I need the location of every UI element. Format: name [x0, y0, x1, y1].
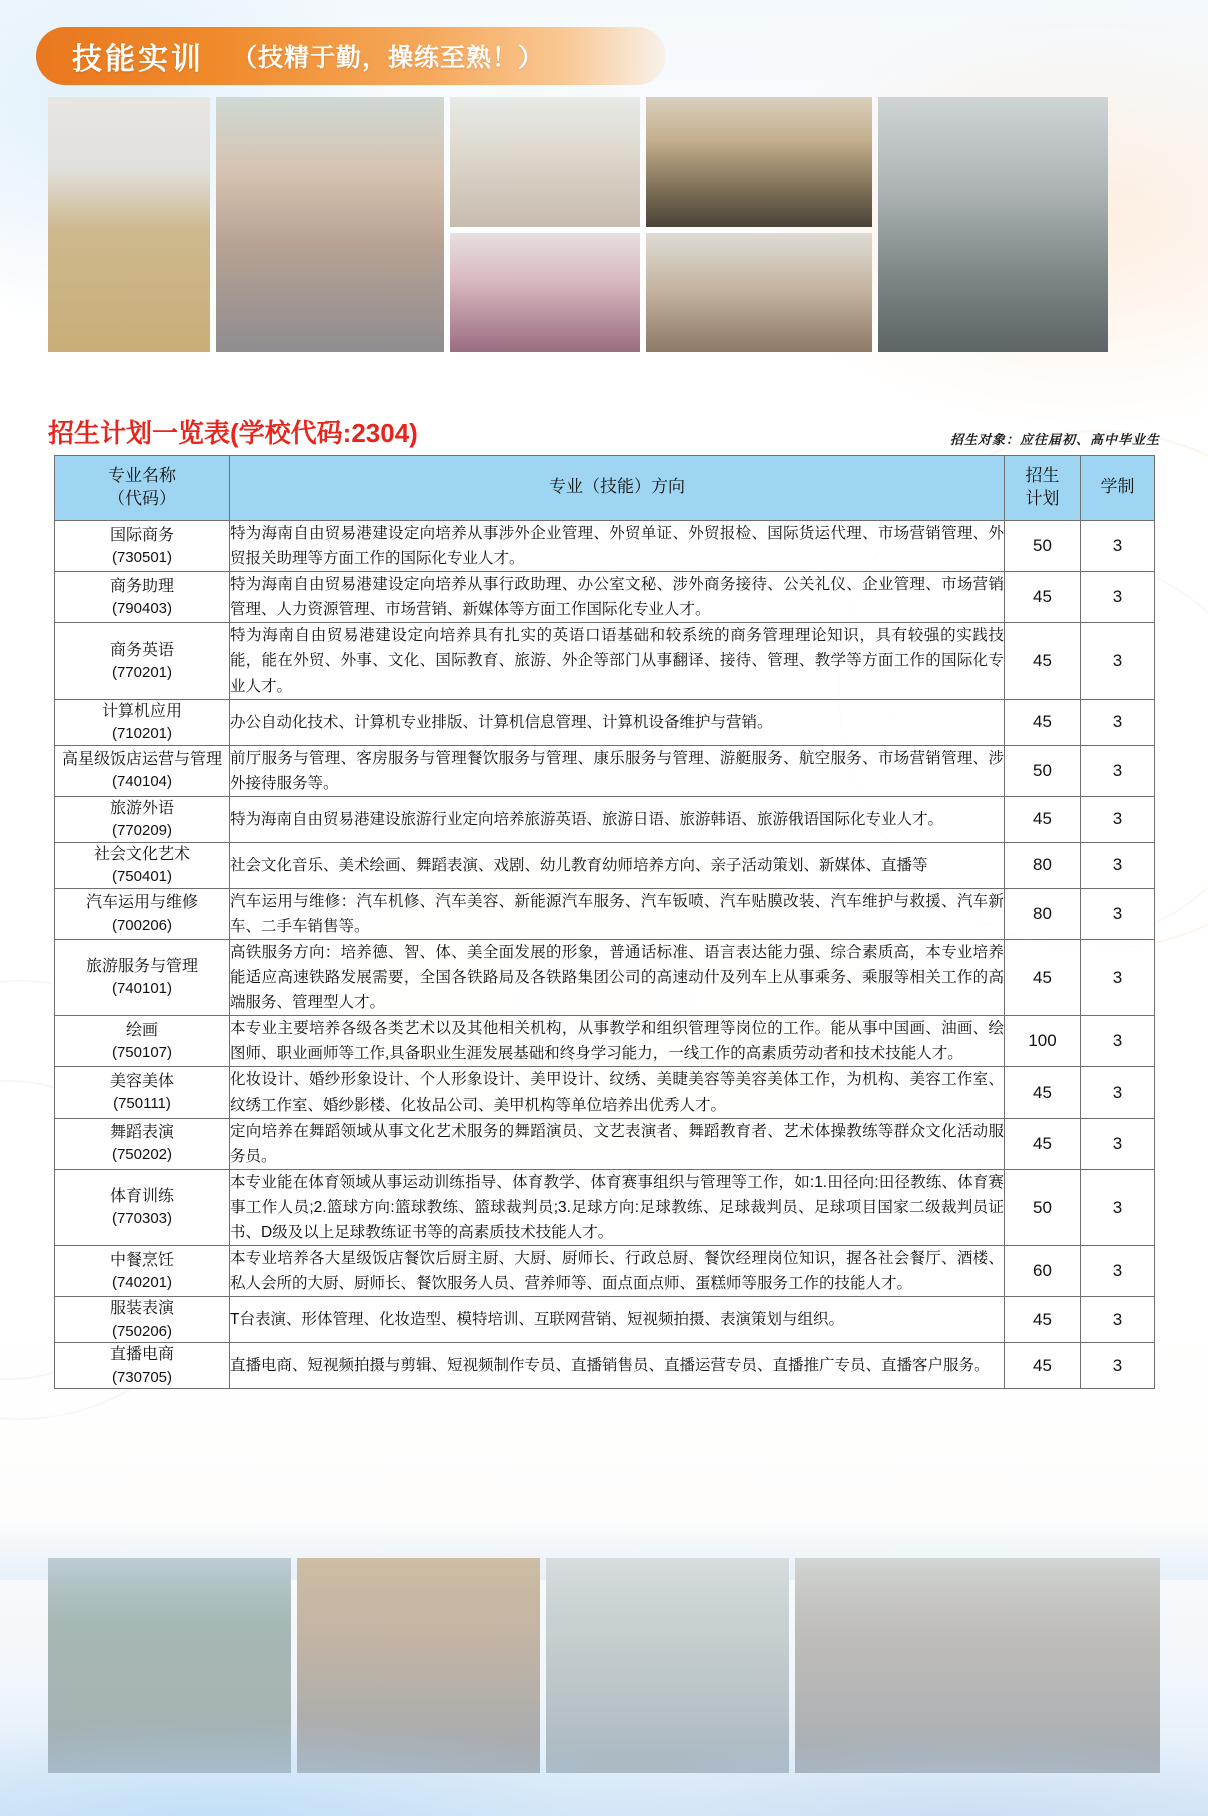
major-name-text: 中餐烹饪 [109, 1251, 174, 1269]
table-row [55, 1246, 1155, 1297]
major-code-text: (770303) [111, 1210, 173, 1228]
cell-major-name [55, 572, 230, 623]
header-major-name [55, 456, 230, 521]
cell-study-length: 3 [1081, 796, 1155, 842]
cell-enrollment-plan: 45 [1005, 623, 1081, 699]
table-row [55, 888, 1155, 939]
major-name-text: 汽车运用与维修 [85, 894, 198, 912]
cell-study-length: 3 [1081, 1067, 1155, 1118]
cell-study-length: 3 [1081, 572, 1155, 623]
table-row [55, 1169, 1155, 1245]
computer-lab-photo [546, 1558, 789, 1773]
classroom-training-photo [48, 97, 210, 352]
table-row [55, 1297, 1155, 1343]
page-title: 招生计划一览表(学校代码:2304) [48, 418, 418, 448]
cell-enrollment-plan: 45 [1005, 939, 1081, 1015]
beauty-treatment-photo [450, 233, 640, 352]
cell-major-name [55, 745, 230, 796]
header-plan-line1: 招生 [1025, 466, 1060, 485]
cell-enrollment-plan: 50 [1005, 1169, 1081, 1245]
cell-enrollment-plan: 45 [1005, 572, 1081, 623]
major-name-text: 计算机应用 [101, 702, 182, 720]
cell-major-name [55, 796, 230, 842]
cell-study-length: 3 [1081, 1016, 1155, 1067]
etiquette-training-photo [297, 1558, 540, 1773]
cell-major-name [55, 842, 230, 888]
cell-major-name [55, 1067, 230, 1118]
tea-ceremony-photo [646, 97, 872, 227]
cell-study-length: 3 [1081, 1297, 1155, 1343]
table-row [55, 939, 1155, 1015]
cell-direction: 特为海南自由贸易港建设定向培养从事行政助理、办公室文秘、涉外商务接待、公关礼仪、企业管理、市场营销管理、人力资源管理、市场营销、新媒体等方面工作国际化专业人才。 [230, 572, 1005, 623]
cell-enrollment-plan: 45 [1005, 1067, 1081, 1118]
major-code-text: (740104) [111, 773, 173, 791]
cell-study-length: 3 [1081, 520, 1155, 571]
cell-enrollment-plan: 80 [1005, 888, 1081, 939]
cell-enrollment-plan: 100 [1005, 1016, 1081, 1067]
cell-direction: 汽车运用与维修：汽车机修、汽车美容、新能源汽车服务、汽车钣喷、汽车贴膜改装、汽车维护与救援、汽车新车、二手车销售等。 [230, 888, 1005, 939]
major-name-text: 社会文化艺术 [93, 845, 190, 863]
cell-direction: 特为海南自由贸易港建设旅游行业定向培养旅游英语、旅游日语、旅游韩语、旅游俄语国际化专业人才。 [230, 796, 1005, 842]
major-code-text: (710201) [111, 724, 173, 742]
table-row [55, 520, 1155, 571]
banner-subtitle: （技精于勤，操练至熟！） [232, 44, 545, 72]
cell-major-name [55, 888, 230, 939]
cell-direction: 本专业培养各大星级饭店餐饮后厨主厨、大厨、厨师长、行政总厨、餐饮经理岗位知识，握各社会餐厅、酒楼、私人会所的大厨、厨师长、餐饮服务人员、营养师等、面点面点师、蛋糕师等服务工作的技能人才。 [230, 1246, 1005, 1297]
cell-enrollment-plan: 45 [1005, 699, 1081, 745]
major-name-text: 绘画 [125, 1021, 158, 1039]
table-row [55, 623, 1155, 699]
cell-direction: 特为海南自由贸易港建设定向培养具有扎实的英语口语基础和较系统的商务管理理论知识，具有较强的实践技能，能在外贸、外事、文化、国际教育、旅游、外企等部门从事翻译、接待、管理、教学等方面工作的国际化专业人才。 [230, 623, 1005, 699]
cell-enrollment-plan: 60 [1005, 1246, 1081, 1297]
major-code-text: (700206) [111, 916, 173, 934]
cell-major-name [55, 1343, 230, 1389]
header-major-name-line1: 专业名称 [108, 466, 176, 485]
top-photo-collage [48, 97, 1160, 352]
banner-title: 技能实训 [72, 43, 204, 76]
cell-direction: 本专业能在体育领域从事运动训练指导、体育教学、体育赛事组织与管理等工作，如:1.田径向:田径教练、体育赛事工作人员;2.篮球方向:篮球教练、篮球裁判员;3.足球方向:足球教练、足球裁判员、足球项目国家二级裁判员证书、D级及以上足球教练证书等的高素质技术技能人才。 [230, 1169, 1005, 1245]
cell-major-name [55, 623, 230, 699]
cell-study-length: 3 [1081, 699, 1155, 745]
culinary-training-photo [48, 1558, 291, 1773]
cell-enrollment-plan: 50 [1005, 745, 1081, 796]
header-plan [1005, 456, 1081, 521]
cell-study-length: 3 [1081, 623, 1155, 699]
major-name-text: 体育训练 [109, 1188, 174, 1206]
major-code-text: (740201) [111, 1274, 173, 1292]
cell-study-length: 3 [1081, 842, 1155, 888]
major-code-text: (740101) [111, 980, 173, 998]
cell-major-name [55, 1016, 230, 1067]
cell-direction: 办公自动化技术、计算机专业排版、计算机信息管理、计算机设备维护与营销。 [230, 699, 1005, 745]
cell-enrollment-plan: 45 [1005, 1118, 1081, 1169]
major-name-text: 旅游外语 [109, 799, 174, 817]
major-code-text: (790403) [111, 599, 173, 617]
header-direction: 专业（技能）方向 [230, 456, 1005, 521]
cell-major-name [55, 1246, 230, 1297]
table-row [55, 1118, 1155, 1169]
major-name-text: 高星级饭店运营与管理 [61, 751, 222, 769]
cell-direction: 特为海南自由贸易港建设定向培养从事涉外企业管理、外贸单证、外贸报检、国际货运代理、市场营销管理、外贸报关助理等方面工作的国际化专业人才。 [230, 520, 1005, 571]
table-row [55, 1343, 1155, 1389]
table-row [55, 572, 1155, 623]
cell-direction: 本专业主要培养各级各类艺术以及其他相关机构，从事教学和组织管理等岗位的工作。能从事中国画、油画、绘图师、职业画师等工作,具备职业生涯发展基础和终身学习能力，一线工作的高素质劳动者和技术技能人才。 [230, 1016, 1005, 1067]
cell-study-length: 3 [1081, 1118, 1155, 1169]
table-row [55, 796, 1155, 842]
auto-repair-training-photo [795, 1558, 1160, 1773]
header-major-name-line2: （代码） [108, 488, 176, 508]
major-code-text: (770209) [111, 821, 173, 839]
cell-major-name [55, 520, 230, 571]
cell-enrollment-plan: 50 [1005, 520, 1081, 571]
major-name-text: 商务英语 [109, 641, 174, 659]
cell-direction: 直播电商、短视频拍摄与剪辑、短视频制作专员、直播销售员、直播运营专员、直播推广专员、直播客户服务。 [230, 1343, 1005, 1389]
cell-enrollment-plan: 45 [1005, 796, 1081, 842]
major-code-text: (770201) [111, 663, 173, 681]
cell-study-length: 3 [1081, 1169, 1155, 1245]
table-row [55, 745, 1155, 796]
cell-direction: 社会文化音乐、美术绘画、舞蹈表演、戏剧、幼儿教育幼师培养方向、亲子活动策划、新媒体、直播等 [230, 842, 1005, 888]
major-name-text: 商务助理 [109, 577, 174, 595]
major-name-text: 美容美体 [109, 1073, 174, 1091]
section-banner [36, 27, 666, 85]
cell-direction: 前厅服务与管理、客房服务与管理餐饮服务与管理、康乐服务与管理、游艇服务、航空服务、市场营销管理、涉外接待服务等。 [230, 745, 1005, 796]
nursing-practice-photo [646, 233, 872, 352]
major-name-text: 直播电商 [109, 1346, 174, 1364]
hairdressing-training-photo [216, 97, 444, 352]
major-code-text: (750202) [111, 1146, 173, 1164]
table-row [55, 699, 1155, 745]
cell-enrollment-plan: 80 [1005, 842, 1081, 888]
major-code-text: (730501) [111, 548, 173, 566]
cell-study-length: 3 [1081, 939, 1155, 1015]
major-code-text: (730705) [111, 1368, 173, 1386]
outdoor-training-photo [878, 97, 1108, 352]
cell-study-length: 3 [1081, 745, 1155, 796]
bottom-photo-collage [48, 1558, 1160, 1773]
major-code-text: (750206) [111, 1322, 173, 1340]
cell-study-length: 3 [1081, 1246, 1155, 1297]
table-row [55, 1016, 1155, 1067]
cell-major-name [55, 939, 230, 1015]
table-row [55, 842, 1155, 888]
major-code-text: (750401) [111, 867, 173, 885]
cell-direction: 化妆设计、婚纱形象设计、个人形象设计、美甲设计、纹绣、美睫美容等美容美体工作，为机构、美容工作室、纹绣工作室、婚纱影楼、化妆品公司、美甲机构等单位培养出优秀人才。 [230, 1067, 1005, 1118]
major-code-text: (750111) [113, 1095, 171, 1113]
major-name-text: 国际商务 [109, 526, 174, 544]
cell-major-name [55, 699, 230, 745]
cell-major-name [55, 1118, 230, 1169]
table-header-row [55, 456, 1155, 521]
table-row [55, 1067, 1155, 1118]
cell-major-name [55, 1297, 230, 1343]
table-body [55, 520, 1155, 1388]
major-name-text: 舞蹈表演 [109, 1124, 174, 1142]
header-length: 学制 [1081, 456, 1155, 521]
cell-direction: 高铁服务方向：培养德、智、体、美全面发展的形象，普通话标准、语言表达能力强、综合素质高，本专业培养能适应高速铁路发展需要，全国各铁路局及各铁路集团公司的高速动什及列车上从事乘务、乘服等相关工作的高端服务、管理型人才。 [230, 939, 1005, 1015]
cell-study-length: 3 [1081, 888, 1155, 939]
cell-major-name [55, 1169, 230, 1245]
cell-study-length: 3 [1081, 1343, 1155, 1389]
header-plan-line2: 计划 [1025, 488, 1060, 508]
enrollment-plan-table [54, 455, 1155, 1389]
major-name-text: 旅游服务与管理 [85, 958, 198, 976]
major-code-text: (750107) [111, 1044, 173, 1062]
beauty-classroom-photo [450, 97, 640, 227]
cell-direction: T台表演、形体管理、化妆造型、模特培训、互联网营销、短视频拍摄、表演策划与组织。 [230, 1297, 1005, 1343]
cell-direction: 定向培养在舞蹈领域从事文化艺术服务的舞蹈演员、文艺表演者、舞蹈教育者、艺术体操教练等群众文化活动服务员。 [230, 1118, 1005, 1169]
admission-audience-note: 招生对象：应往届初、高中毕业生 [949, 432, 1160, 447]
cell-enrollment-plan: 45 [1005, 1343, 1081, 1389]
cell-enrollment-plan: 45 [1005, 1297, 1081, 1343]
major-name-text: 服装表演 [109, 1300, 174, 1318]
